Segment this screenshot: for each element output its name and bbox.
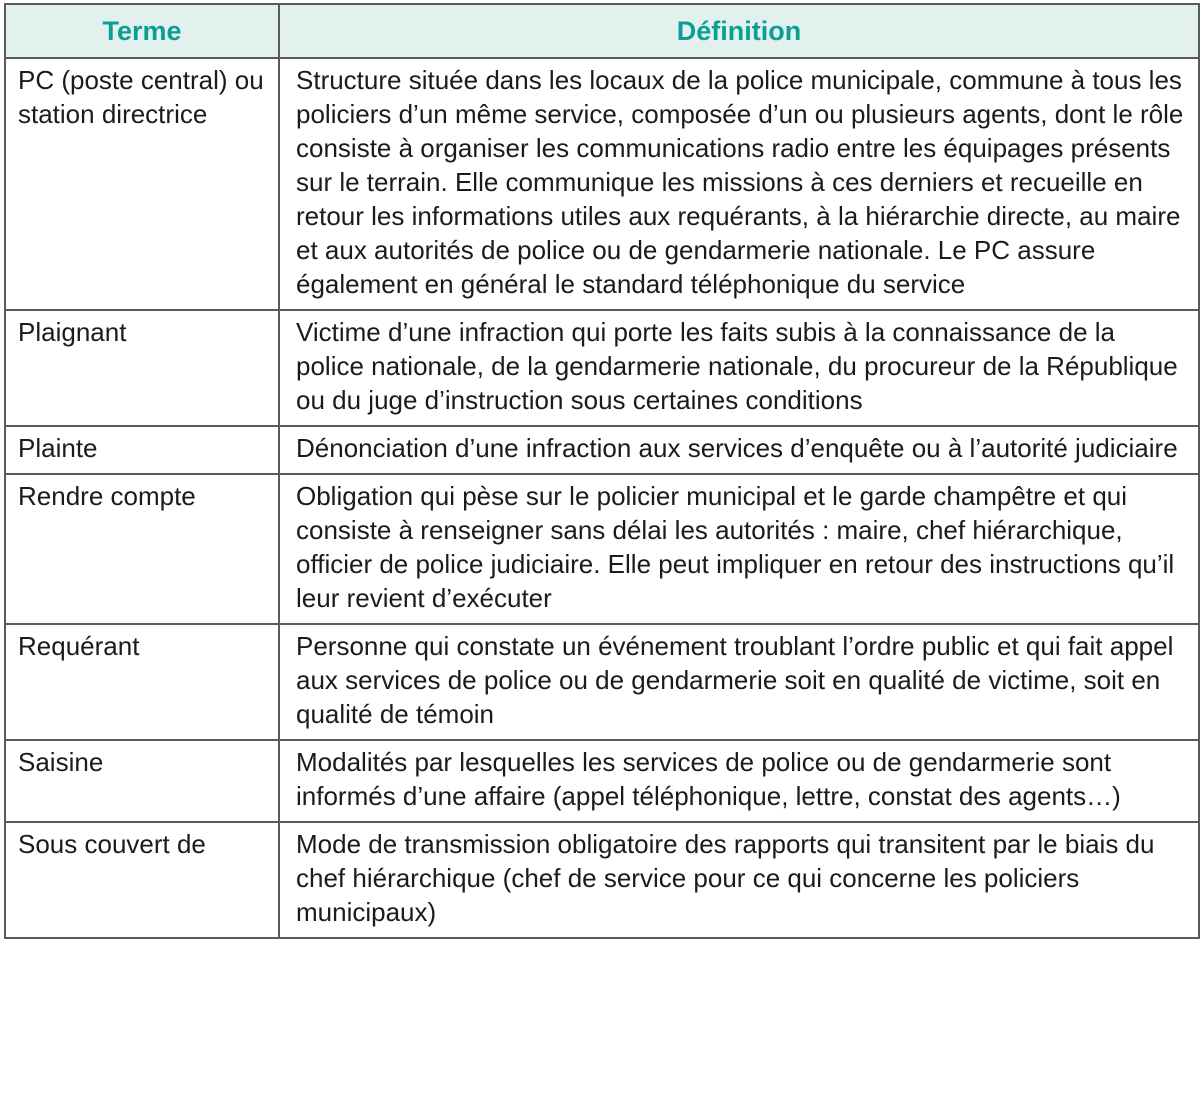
term-cell: Saisine: [5, 740, 279, 822]
table-row: [5, 58, 1199, 310]
definition-cell: Modalités par lesquelles les services de police ou de gendarmerie sont informés d’une affaire (appel téléphonique, lettre, constat des agents…): [279, 740, 1199, 822]
definition-cell: Personne qui constate un événement troublant l’ordre public et qui fait appel aux services de police ou de gendarmerie soit en qualité de victime, soit en qualité de témoin: [279, 624, 1199, 740]
header-term: Terme: [5, 4, 279, 58]
definition-cell: Victime d’une infraction qui porte les faits subis à la connaissance de la police nationale, de la gendarmerie nationale, du procureur de la République ou du juge d’instruction sous certaines conditions: [279, 310, 1199, 426]
header-row: [5, 4, 1199, 58]
header-definition: Définition: [279, 4, 1199, 58]
table-row: [5, 310, 1199, 426]
definition-cell: Obligation qui pèse sur le policier municipal et le garde champêtre et qui consiste à renseigner sans délai les autorités : maire, chef hiérarchique, officier de police judiciaire. Elle peut impliquer en retour des instructions qu’il leur revient d’exécuter: [279, 474, 1199, 624]
definition-cell: Dénonciation d’une infraction aux services d’enquête ou à l’autorité judiciaire: [279, 426, 1199, 474]
table-row: [5, 474, 1199, 624]
term-cell: PC (poste central) ou station directrice: [5, 58, 279, 310]
term-cell: Plainte: [5, 426, 279, 474]
term-cell: Rendre compte: [5, 474, 279, 624]
table-header: [5, 4, 1199, 58]
term-cell: Sous couvert de: [5, 822, 279, 938]
definition-cell: Structure située dans les locaux de la police municipale, commune à tous les policiers d’un même service, composée d’un ou plusieurs agents, dont le rôle consiste à organiser les communications radio entre les équipages présents sur le terrain. Elle communique les missions à ces derniers et recueille en retour les informations utiles aux requérants, à la hiérarchie directe, au maire et aux autorités de police ou de gendarmerie nationale. Le PC assure également en général le standard téléphonique du service: [279, 58, 1199, 310]
table-row: [5, 624, 1199, 740]
term-cell: Requérant: [5, 624, 279, 740]
definition-cell: Mode de transmission obligatoire des rapports qui transitent par le biais du chef hiérarchique (chef de service pour ce qui concerne les policiers municipaux): [279, 822, 1199, 938]
glossary-table: [4, 3, 1200, 939]
table-row: [5, 740, 1199, 822]
table-row: [5, 822, 1199, 938]
table-row: [5, 426, 1199, 474]
term-cell: Plaignant: [5, 310, 279, 426]
table-body: [5, 58, 1199, 938]
